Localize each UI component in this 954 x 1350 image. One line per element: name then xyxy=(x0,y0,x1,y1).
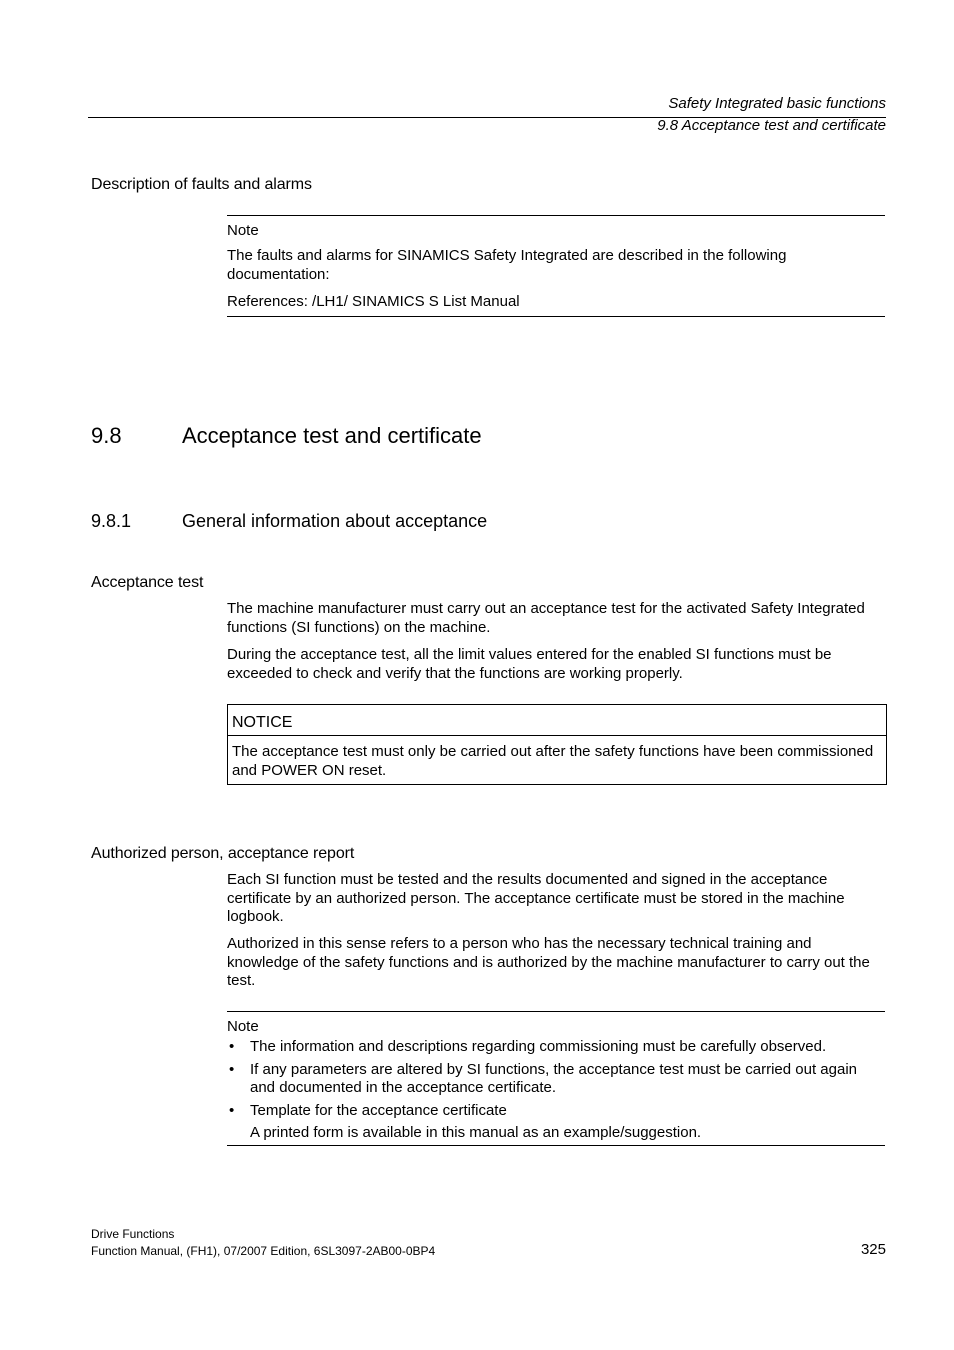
authorized-heading: Authorized person, acceptance report xyxy=(91,845,355,862)
notice-box xyxy=(227,704,887,785)
note-reference: References: /LH1/ SINAMICS S List Manual xyxy=(227,293,520,310)
footer-title: Drive Functions xyxy=(91,1227,175,1241)
faults-heading: Description of faults and alarms xyxy=(91,176,312,193)
acceptance-test-heading: Acceptance test xyxy=(91,574,204,591)
header-chapter-title: Safety Integrated basic functions xyxy=(668,95,886,112)
authorized-paragraph-2: Authorized in this sense refers to a person who has the necessary technical training and knowledge of the safety functions and is authorized by the machine manufacturer to carry out the test. xyxy=(227,935,870,989)
bullet-icon: • xyxy=(229,1038,235,1055)
list-item: • The information and descriptions regarding commissioning must be carefully observed. xyxy=(229,1038,827,1055)
note-sub-line: A printed form is available in this manual as an example/suggestion. xyxy=(250,1124,702,1141)
list-item: • If any parameters are altered by SI functions, the acceptance test must be carried out again and documented in the acceptance certificate. xyxy=(229,1060,858,1096)
bullet-icon: • xyxy=(229,1101,235,1119)
note-text: The faults and alarms for SINAMICS Safety Integrated are described in the following documentation: xyxy=(227,247,787,283)
note-title: Note xyxy=(227,1018,259,1035)
subsection-number: 9.8.1 xyxy=(91,511,132,531)
footer-edition: Function Manual, (FH1), 07/2007 Edition, 6SL3097-2AB00-0BP4 xyxy=(91,1244,436,1258)
subsection-title: General information about acceptance xyxy=(182,511,488,531)
authorized-note-box xyxy=(227,1011,885,1146)
faults-note-box xyxy=(227,215,885,317)
note-title: Note xyxy=(227,222,259,239)
bullet-icon: • xyxy=(229,1060,235,1078)
notice-title: NOTICE xyxy=(228,705,886,736)
acceptance-test-paragraph-1: The machine manufacturer must carry out an acceptance test for the activated Safety Integrated functions (SI functions) on the machine. xyxy=(227,600,865,636)
authorized-paragraph-1: Each SI function must be tested and the results documented and signed in the acceptance certificate by an authorized person. The acceptance certificate must be stored in the machine logbook. xyxy=(227,871,845,925)
header-section-title: 9.8 Acceptance test and certificate xyxy=(657,117,886,134)
page-number: 325 xyxy=(860,1241,886,1258)
notice-text: The acceptance test must only be carried out after the safety functions have been commissioned and POWER ON reset. xyxy=(232,743,874,779)
acceptance-test-paragraph-2: During the acceptance test, all the limit values entered for the enabled SI functions must be exceeded to check and verify that the functions are working properly. xyxy=(227,646,832,682)
note-bullet-list xyxy=(227,1038,885,1120)
section-number: 9.8 xyxy=(91,423,122,448)
list-item: • Template for the acceptance certificate xyxy=(229,1101,507,1119)
section-title: Acceptance test and certificate xyxy=(182,423,482,448)
